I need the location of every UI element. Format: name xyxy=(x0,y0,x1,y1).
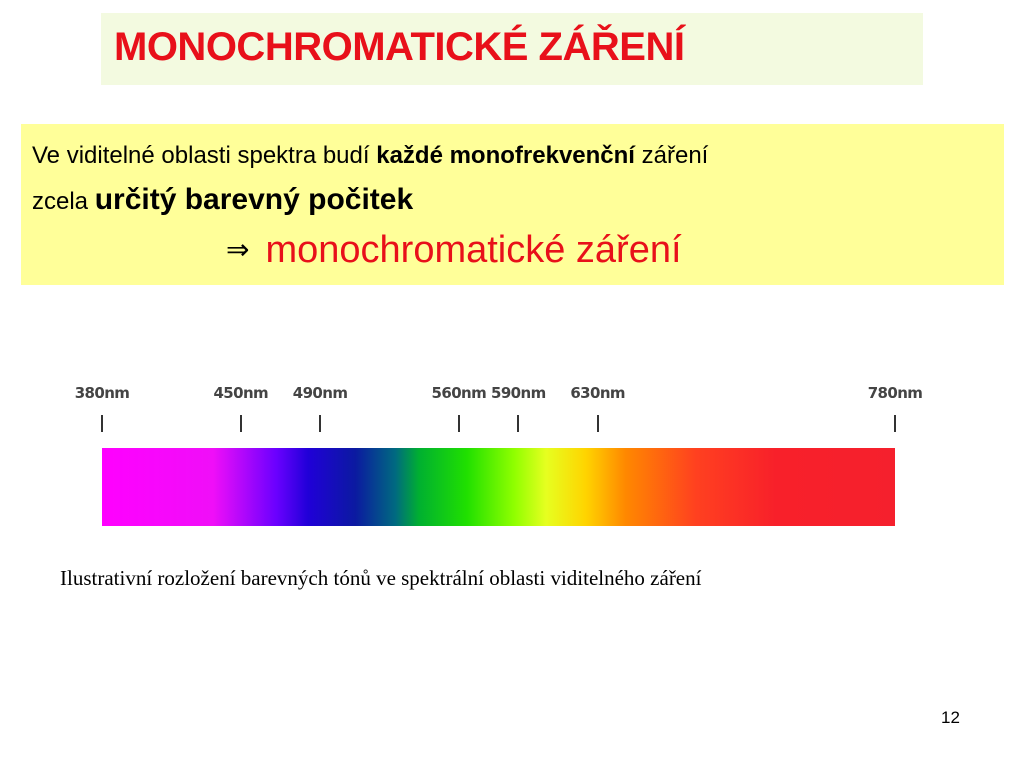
tick-label-560: 560nm xyxy=(431,384,487,402)
info-line-1 xyxy=(32,141,708,171)
tick-mark-490 xyxy=(319,415,321,432)
tick-mark-380 xyxy=(101,415,103,432)
tick-mark-780 xyxy=(894,415,896,432)
info-box xyxy=(21,124,1004,285)
monochromatic-highlight: monochromatické záření xyxy=(265,229,682,271)
info-text-3: zcela xyxy=(32,188,95,215)
tick-mark-630 xyxy=(597,415,599,432)
tick-label-380: 380nm xyxy=(74,384,130,402)
tick-label-590: 590nm xyxy=(491,384,546,402)
tick-label-490: 490nm xyxy=(292,384,348,402)
info-line-2 xyxy=(32,180,413,222)
spectrum-caption: Ilustrativní rozložení barevných tónů ve spektrální oblasti viditelného záření xyxy=(60,566,702,590)
info-text-2: záření xyxy=(634,142,709,169)
tick-label-630: 630nm xyxy=(570,384,625,402)
info-bold-2: určitý barevný počitek xyxy=(94,183,414,216)
page-number: 12 xyxy=(941,708,960,727)
spectrum-bar xyxy=(102,448,895,526)
slide-title: MONOCHROMATICKÉ ZÁŘENÍ xyxy=(114,25,685,69)
info-line-3 xyxy=(226,229,682,272)
info-bold-1: každé monofrekvenční xyxy=(376,142,635,169)
tick-mark-450 xyxy=(240,415,242,432)
tick-label-780: 780nm xyxy=(867,384,923,402)
info-text-1: Ve viditelné oblasti spektra budí xyxy=(32,142,377,169)
spectrum-figure xyxy=(60,370,960,540)
tick-mark-590 xyxy=(517,415,519,432)
tick-mark-560 xyxy=(458,415,460,432)
implies-arrow-icon: ⇒ xyxy=(226,233,250,266)
title-box xyxy=(101,13,923,85)
tick-label-450: 450nm xyxy=(213,384,269,402)
